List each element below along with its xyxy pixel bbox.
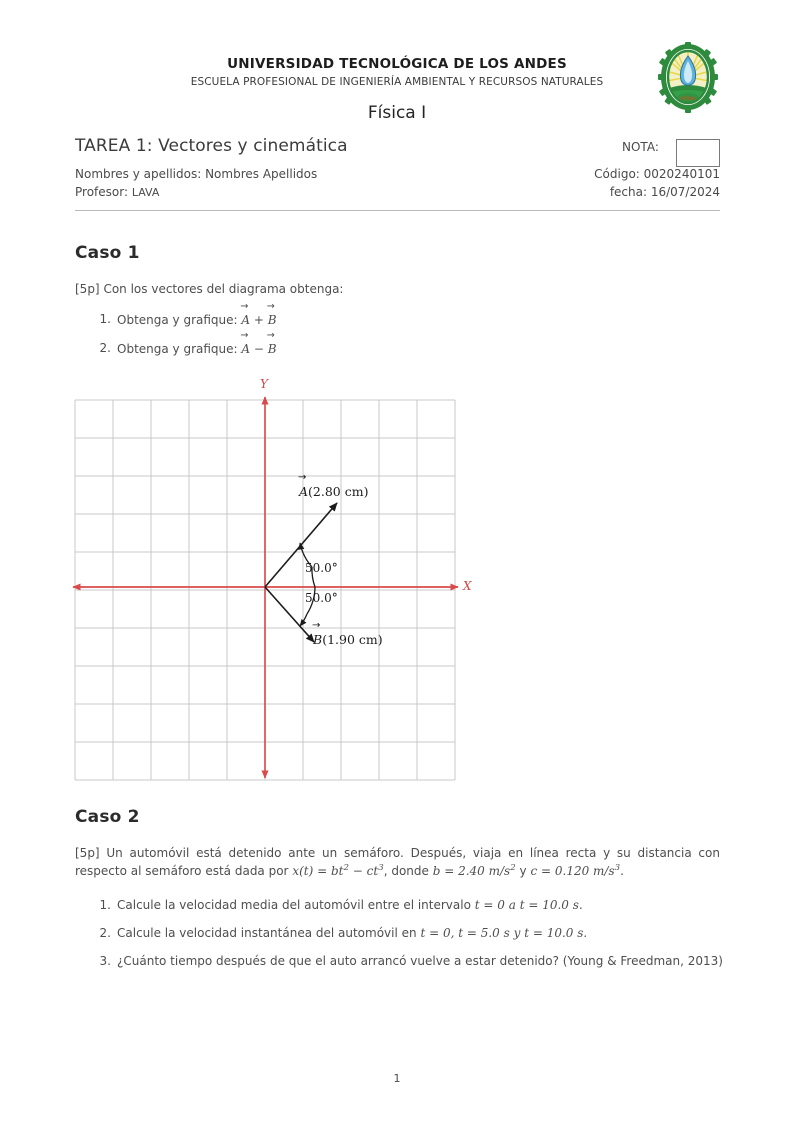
caso2-item-list: [95, 898, 725, 982]
vector-a-symbol: A →: [299, 483, 308, 499]
vector-diagram: [60, 375, 480, 790]
student-name-line: Nombres y apellidos: Nombres Apellidos: [75, 167, 318, 181]
vector-b-label: [313, 631, 383, 647]
list-item-math: t = 0 a t = 10.0 s.: [474, 898, 583, 912]
operator: −: [253, 342, 264, 356]
caso1-item-list: [95, 312, 695, 370]
caso2-prompt: [75, 845, 720, 881]
vector-b-symbol: B →: [313, 631, 322, 647]
list-item-text: Calcule la velocidad media del automóvil entre el intervalo: [117, 898, 471, 912]
equation-exp-1: 2: [343, 863, 349, 874]
vector-a-symbol: A →: [241, 312, 250, 327]
school-name: ESCUELA PROFESIONAL DE INGENIERÍA AMBIENTAL Y RECURSOS NATURALES: [190, 76, 604, 88]
x-axis-label: X: [463, 579, 472, 593]
list-item-number: 1.: [99, 898, 111, 912]
professor-label: Profesor:: [75, 185, 129, 199]
list-item: [95, 898, 725, 912]
professor-name: LAVA: [131, 186, 160, 199]
vector-a-magnitude: (2.80 cm): [308, 484, 369, 499]
list-item-number: 1.: [99, 312, 111, 326]
professor-line: [75, 185, 159, 199]
list-item-text: ¿Cuánto tiempo después de que el auto arrancó vuelve a estar detenido? (Young & Freedman, 2013): [117, 954, 723, 968]
section-heading-caso-1: Caso 1: [75, 243, 140, 263]
nota-input-box[interactable]: [676, 139, 720, 167]
list-item-number: 2.: [99, 926, 111, 940]
list-item-number: 3.: [99, 954, 111, 968]
caso2-points: [5p]: [75, 846, 100, 860]
y-axis-label: Y: [260, 377, 268, 391]
course-title: Física I: [367, 103, 427, 123]
caso2-prompt-text: Un automóvil está detenido ante un semáforo. Después, viaja en línea recta y su distancia con respecto al semáforo está dada por: [75, 846, 720, 879]
equation-base: x(t) = bt: [292, 864, 344, 879]
section-heading-caso-2: Caso 2: [75, 807, 140, 827]
list-item: [95, 312, 695, 327]
constant-c-value: c = 0.120 m/s: [530, 864, 615, 879]
assignment-title: TAREA 1: Vectores y cinemática: [75, 136, 348, 156]
list-item: [95, 926, 725, 940]
operator: +: [253, 313, 264, 327]
list-item: [95, 954, 725, 968]
list-item-text: Calcule la velocidad instantánea del automóvil en: [117, 926, 417, 940]
constant-c: [530, 864, 620, 878]
vector-b-magnitude: (1.90 cm): [322, 632, 383, 647]
constant-b-exp: 2: [510, 863, 516, 874]
conjunction: y: [519, 864, 527, 879]
header-divider: [75, 210, 720, 211]
sentence-period: .: [620, 864, 624, 879]
nota-label: NOTA:: [622, 140, 659, 154]
constant-b: [433, 864, 516, 878]
list-item-number: 2.: [99, 341, 111, 355]
vector-a-label: [299, 483, 368, 499]
svg-text:utea: utea: [680, 95, 696, 102]
list-item: [95, 341, 695, 356]
caso2-equation: [292, 864, 383, 878]
angle-label-upper: 50.0°: [305, 561, 338, 575]
list-item-expression: [241, 342, 276, 356]
list-item-text: Obtenga y grafique:: [117, 313, 238, 327]
vector-b-symbol: B →: [268, 312, 277, 327]
equation-exp-2: 3: [378, 863, 384, 874]
equation-mid: − ct: [348, 864, 379, 879]
caso2-prompt-text2: , donde: [383, 864, 429, 879]
angle-label-lower: 50.0°: [305, 591, 338, 605]
list-item-text: Obtenga y grafique:: [117, 342, 238, 356]
student-code: Código: 0020240101: [594, 167, 720, 181]
vector-a-symbol: A →: [241, 341, 250, 356]
university-name: UNIVERSIDAD TECNOLÓGICA DE LOS ANDES: [227, 56, 567, 72]
list-item-math: t = 0, t = 5.0 s y t = 10.0 s.: [420, 926, 588, 940]
constant-c-exp: 3: [614, 863, 621, 874]
vector-b-symbol: B →: [268, 341, 277, 356]
vector-diagram-svg: [60, 375, 480, 790]
list-item-expression: [241, 313, 276, 327]
caso1-prompt-text: Con los vectores del diagrama obtenga:: [103, 282, 344, 296]
caso1-points: [5p]: [75, 282, 100, 296]
caso1-prompt: [75, 281, 720, 298]
page-number: 1: [393, 1072, 401, 1085]
constant-b-value: b = 2.40 m/s: [432, 864, 511, 879]
due-date: fecha: 16/07/2024: [609, 185, 720, 199]
utea-emblem-logo: [656, 42, 720, 114]
